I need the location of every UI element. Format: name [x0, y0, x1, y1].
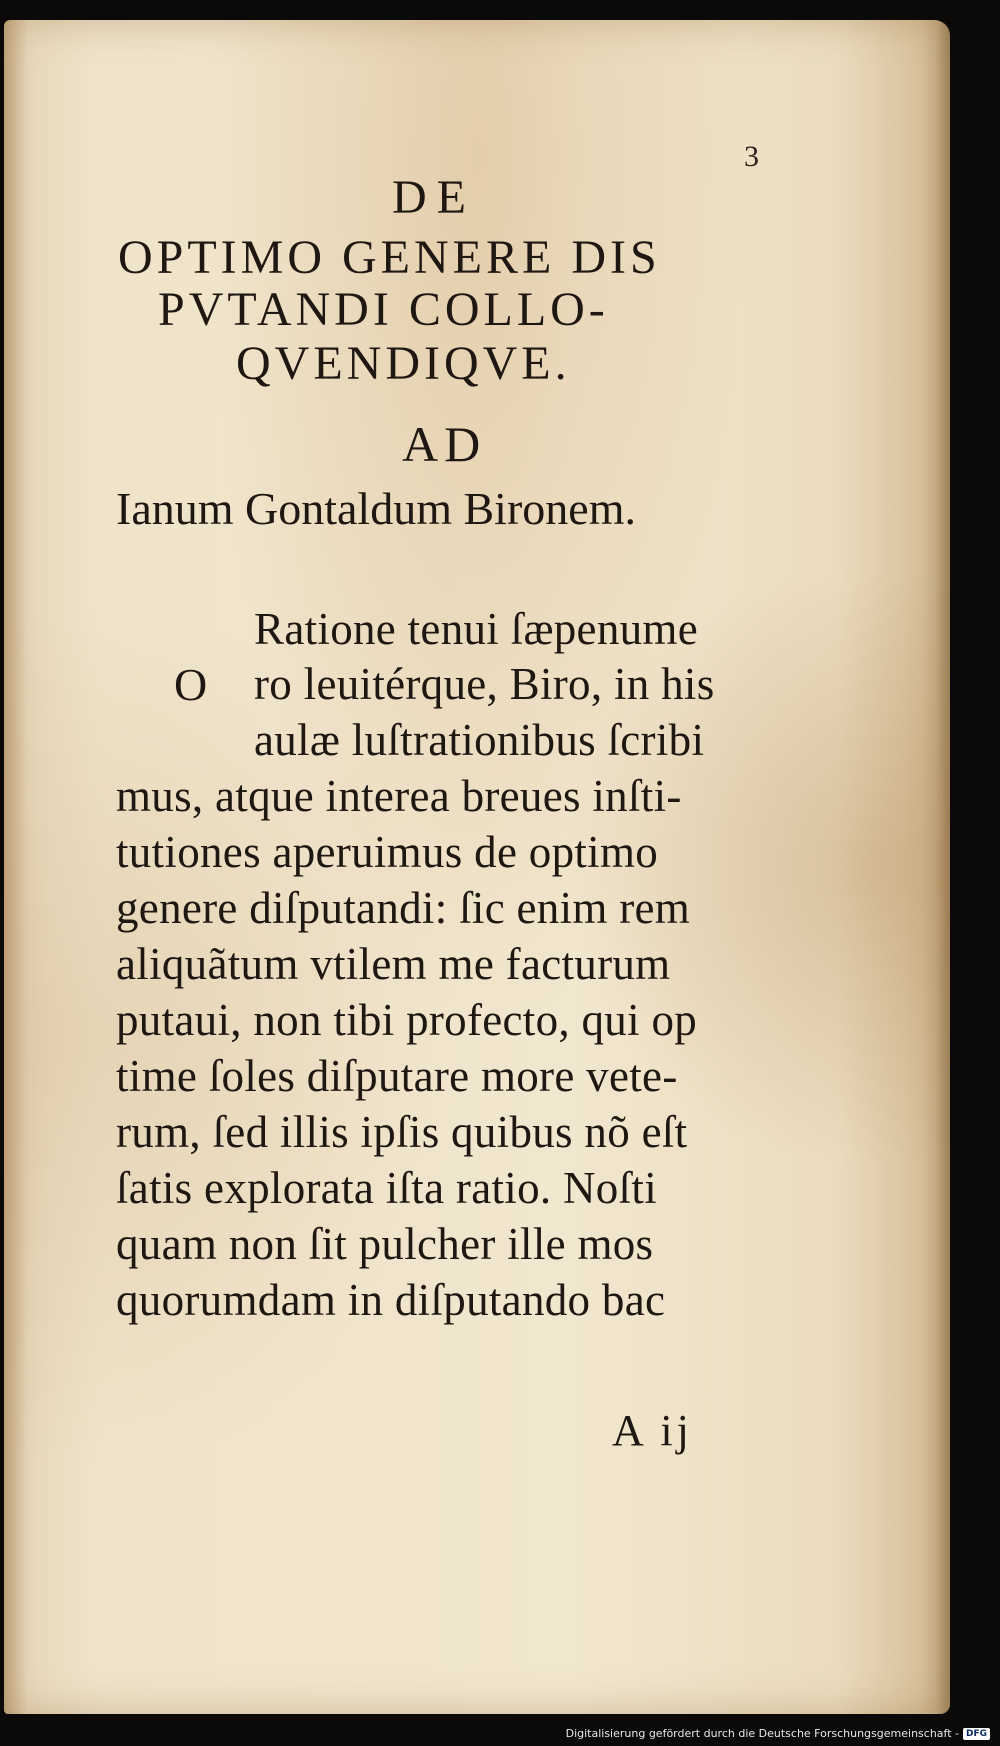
body-line-3: aulæ luſtrationibus ſcribi	[254, 715, 705, 765]
page-number: 3	[744, 140, 759, 173]
heading-ad: AD	[402, 416, 487, 472]
body-line-4: mus, atque interea breues inſti-	[116, 771, 682, 821]
body-line-8: putaui, non tibi profecto, qui op	[116, 995, 698, 1045]
signature-mark: A ij	[612, 1406, 693, 1455]
addressee: Ianum Gontaldum Bironem.	[116, 483, 636, 534]
heading-line-1: OPTIMO GENERE DIS	[118, 231, 661, 284]
footer-credit: Digitalisierung gefördert durch die Deutsche Forschungsgemeinschaft -	[565, 1727, 959, 1740]
heading-line-3: QVENDIQVE.	[236, 337, 571, 390]
body-line-12: quam non ſit pulcher ille mos	[116, 1219, 654, 1269]
body-line-6: genere diſputandi: ſic enim rem	[116, 883, 691, 933]
body-line-1: Ratione tenui ſæpenume	[254, 604, 699, 654]
heading-de: DE	[392, 171, 476, 224]
heading-line-2: PVTANDI COLLO-	[158, 283, 609, 336]
dfg-logo-icon: DFG	[963, 1728, 990, 1740]
body-line-7: aliquãtum vtilem me facturum	[116, 939, 671, 989]
initial-letter: O	[174, 659, 208, 710]
digitization-footer	[566, 1727, 990, 1740]
book-page	[4, 20, 950, 1714]
body-line-10: rum, ſed illis ipſis quibus nõ eſt	[116, 1107, 688, 1157]
body-line-9: time ſoles diſputare more vete-	[116, 1051, 678, 1101]
body-line-11: ſatis explorata iſta ratio. Noſti	[116, 1163, 658, 1213]
body-line-13: quorumdam in diſputando bac	[116, 1275, 666, 1325]
body-line-5: tutiones aperuimus de optimo	[116, 827, 659, 877]
body-line-2: ro leuitérque, Biro, in his	[254, 659, 715, 709]
page-edge-shadow	[936, 20, 950, 1714]
